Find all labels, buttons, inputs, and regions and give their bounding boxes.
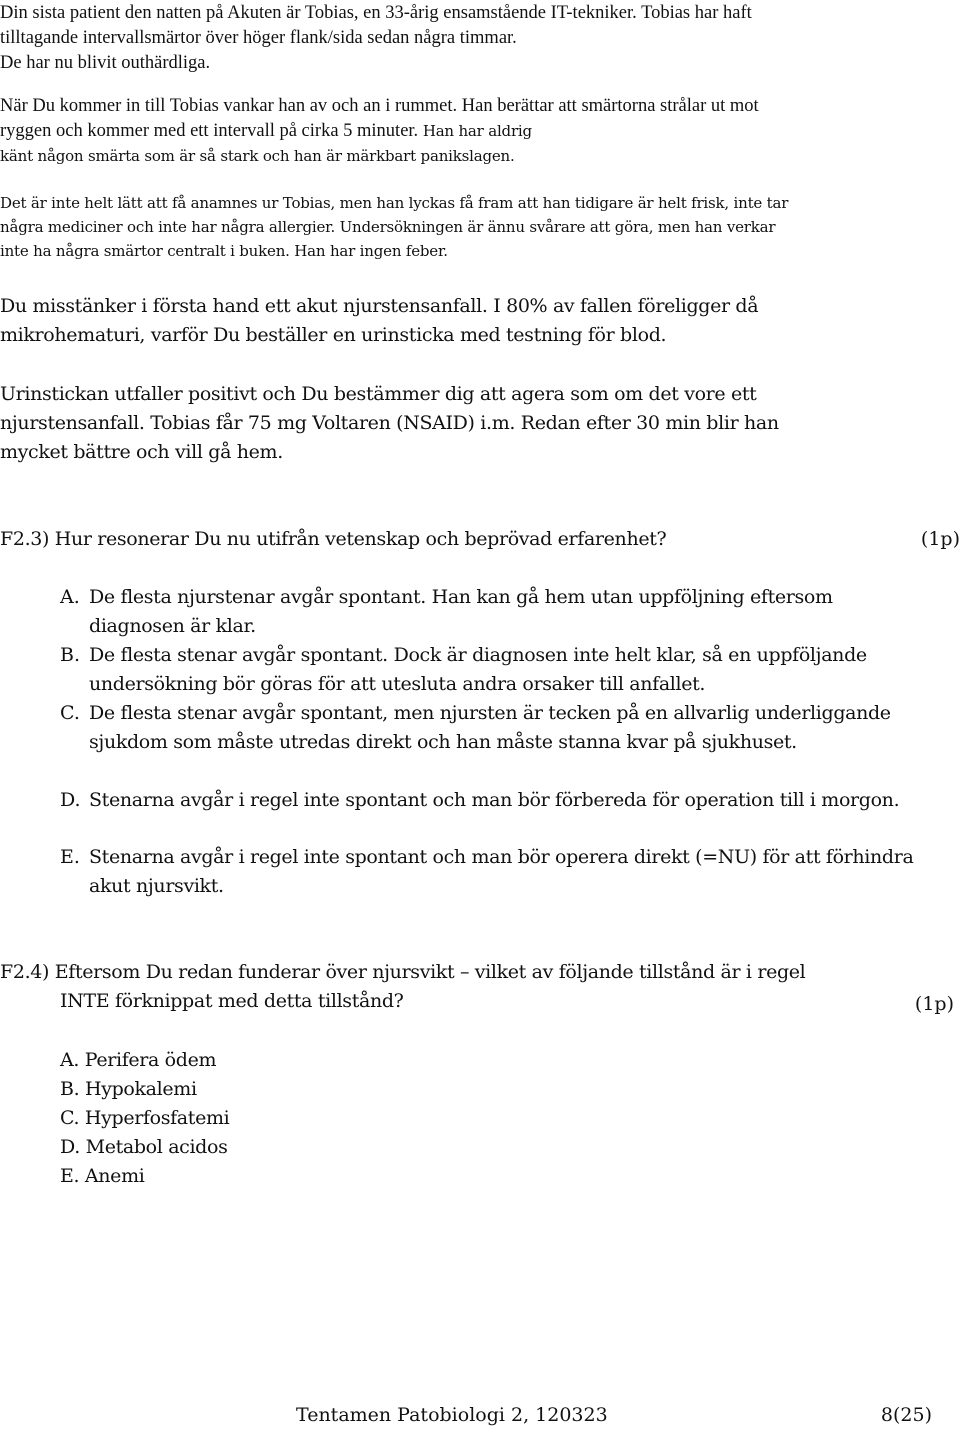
case-paragraph-1 [0,1,752,76]
q4-option-d [60,1133,228,1162]
question-f2-3: F2.3) Hur resonerar Du nu utifrån vetenskap och beprövad erfarenhet? [0,528,667,550]
case-paragraph-3 [0,191,788,263]
case-line: känt någon smärta som är så stark och han är märkbart panikslagen. [0,147,515,165]
case-line: några mediciner och inte har några allergier. Undersökningen är ännu svårare att göra, men han verkar [0,218,776,236]
case-paragraph-4 [0,292,758,350]
option-letter: E. [60,846,80,868]
option-text: Hypokalemi [85,1078,197,1100]
option-letter: D. [60,1136,80,1158]
option-letter: C. [60,702,80,724]
case-line: Det är inte helt lätt att få anamnes ur Tobias, men han lyckas få fram att han tidigare är helt frisk, inte tar [0,194,789,212]
question-f2-4-points: (1p) [914,993,954,1015]
option-text: Anemi [84,1165,145,1187]
case-text-serif: ryggen och kommer med ett intervall på cirka 5 minuter. [0,121,419,141]
option-text: Perifera ödem [84,1049,217,1071]
option-letter: B. [60,644,81,666]
case-paragraph-2 [0,94,759,169]
option-text: Hyperfosfatemi [84,1107,230,1129]
case-line: njurstensanfall. Tobias får 75 mg Voltaren (NSAID) i.m. Redan efter 30 min blir han [0,412,779,434]
footer-exam-title: Tentamen Patobiologi 2, 120323 [296,1404,608,1426]
footer-page-number: 8(25) [880,1404,932,1426]
option-letter: A. [60,1049,80,1071]
case-line: inte ha några smärtor centralt i buken. Han har ingen feber. [0,242,448,260]
case-text-sans: Han har aldrig [422,122,532,140]
case-line [0,119,759,144]
option-text: De flesta njurstenar avgår spontant. Han kan gå hem utan uppföljning eftersom diagnosen är klar. [89,586,833,637]
case-line: mycket bättre och vill gå hem. [0,441,283,463]
option-text: De flesta stenar avgår spontant, men njursten är tecken på en allvarlig underliggande sjukdom som måste utredas direkt och han måste stanna kvar på sjukhuset. [89,702,891,753]
case-line: tilltagande intervallsmärtor över höger flank/sida sedan några timmar. [0,28,517,48]
question-f2-4-line2: INTE förknippat med detta tillstånd? [60,990,404,1012]
case-line: Urinstickan utfaller positivt och Du bestämmer dig att agera som om det vore ett [0,383,757,405]
question-f2-4: F2.4) Eftersom Du redan funderar över njursvikt – vilket av följande tillstånd är i regel [0,961,806,983]
case-line: De har nu blivit outhärdliga. [0,53,211,73]
option-text: Stenarna avgår i regel inte spontant och man bör operera direkt (=NU) för att förhindra akut njursvikt. [89,846,914,897]
option-letter: B. [60,1078,80,1100]
case-paragraph-5 [0,380,779,467]
q4-option-b [60,1075,197,1104]
option-letter: E. [60,1165,80,1187]
case-line: När Du kommer in till Tobias vankar han av och an i rummet. Han berättar att smärtorna strålar ut mot [0,96,759,116]
option-text: Stenarna avgår i regel inte spontant och man bör förbereda för operation till i morgon. [89,789,900,811]
option-text: Metabol acidos [85,1136,228,1158]
case-line: mikrohematuri, varför Du beställer en urinsticka med testning för blod. [0,324,667,346]
option-letter: D. [60,789,81,811]
q4-option-c [60,1104,229,1133]
q4-option-a [60,1046,216,1075]
q4-option-e [60,1162,144,1191]
option-letter: A. [60,586,80,608]
question-f2-3-points: (1p) [920,528,960,550]
option-letter: C. [60,1107,80,1129]
option-text: De flesta stenar avgår spontant. Dock är diagnosen inte helt klar, så en uppföljande undersökning bör göras för att utesluta andra orsaker till anfallet. [89,644,867,695]
case-line: Din sista patient den natten på Akuten är Tobias, en 33-årig ensamstående IT-tekniker. Tobias har haft [0,3,752,23]
case-line: Du misstänker i första hand ett akut njurstensanfall. I 80% av fallen föreligger då [0,295,759,317]
